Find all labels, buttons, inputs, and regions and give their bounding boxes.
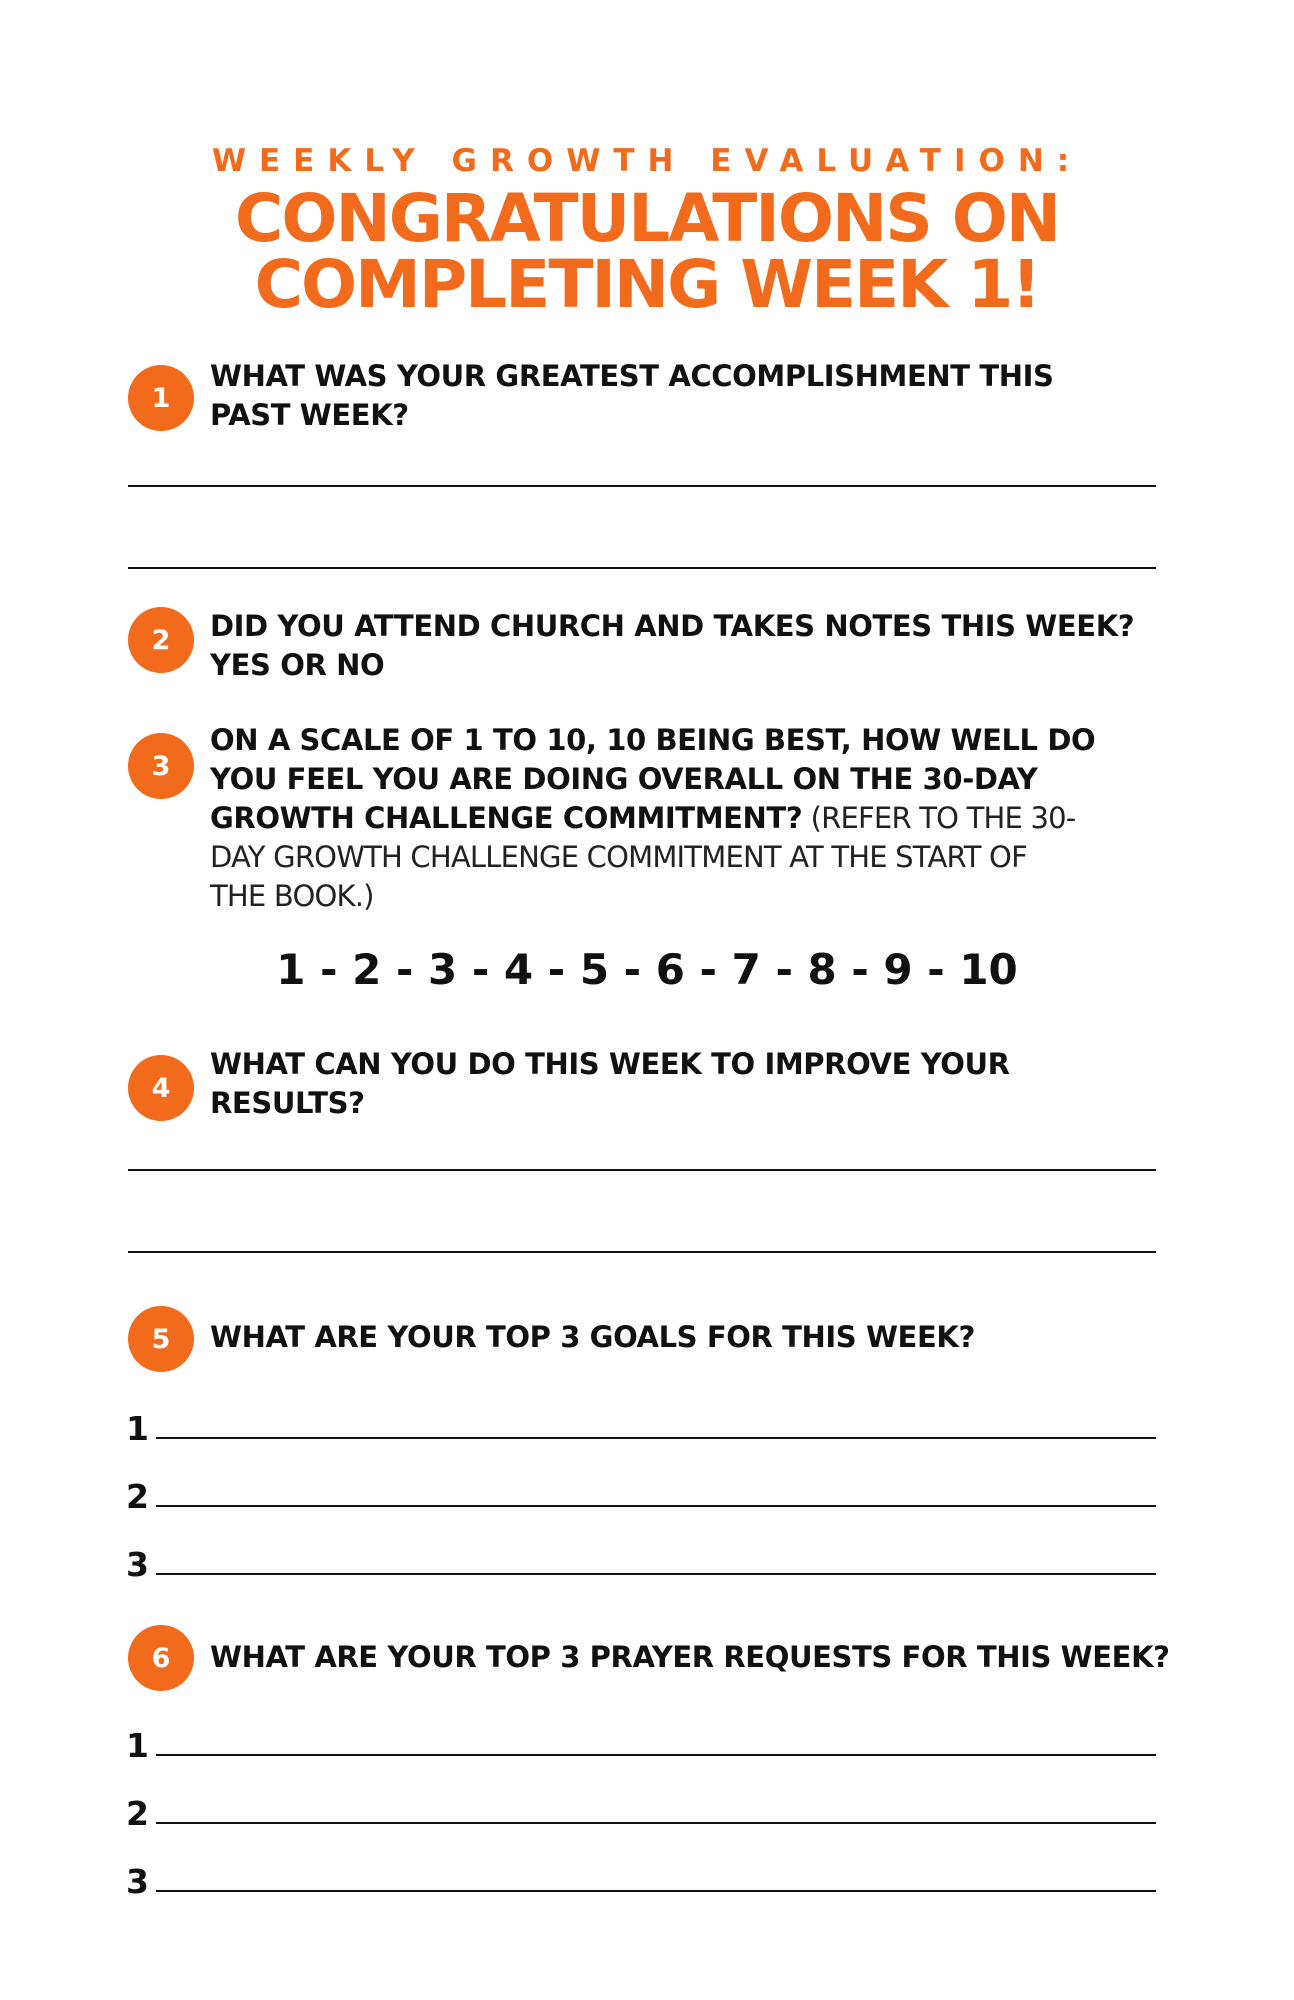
question-2-text <box>210 607 1134 685</box>
question-3-line-3 <box>210 799 1095 838</box>
question-4-badge: 4 <box>128 1055 194 1121</box>
prayer-number-2: 2 <box>126 1794 149 1833</box>
rating-scale[interactable]: 1 - 2 - 3 - 4 - 5 - 6 - 7 - 8 - 9 - 10 <box>276 945 1018 994</box>
goal-line-2[interactable] <box>156 1505 1156 1507</box>
answer-line-1a[interactable] <box>128 485 1156 487</box>
goal-number-2: 2 <box>126 1477 149 1516</box>
question-4-text <box>210 1045 1010 1123</box>
answer-line-1b[interactable] <box>128 567 1156 569</box>
title-line-2: COMPLETING WEEK 1! <box>254 246 1040 323</box>
prayer-line-2[interactable] <box>156 1822 1156 1824</box>
question-5-badge: 5 <box>128 1306 194 1372</box>
question-1-badge: 1 <box>128 365 194 431</box>
answer-line-4a[interactable] <box>128 1169 1156 1171</box>
question-1-text <box>210 357 1053 435</box>
question-4-line-1: WHAT CAN YOU DO THIS WEEK TO IMPROVE YOUR <box>210 1047 1010 1081</box>
question-2-badge: 2 <box>128 607 194 673</box>
question-3-line-1: ON A SCALE OF 1 TO 10, 10 BEING BEST, HOW WELL DO <box>210 723 1096 757</box>
question-1-line-1: WHAT WAS YOUR GREATEST ACCOMPLISHMENT THIS <box>210 359 1054 393</box>
question-3-line-2: YOU FEEL YOU ARE DOING OVERALL ON THE 30-DAY <box>210 762 1038 796</box>
question-3-note-line-2: THE BOOK.) <box>210 879 374 913</box>
page-eyebrow: WEEKLY GROWTH EVALUATION: <box>211 143 1083 179</box>
question-1-line-2: PAST WEEK? <box>210 398 409 432</box>
goal-line-1[interactable] <box>156 1437 1156 1439</box>
question-2-line-2: YES OR NO <box>210 648 385 682</box>
prayer-line-1[interactable] <box>156 1754 1156 1756</box>
question-4-line-2: RESULTS? <box>210 1086 365 1120</box>
title-line-1: CONGRATULATIONS ON <box>234 180 1060 257</box>
goal-number-1: 1 <box>126 1409 149 1448</box>
page-title <box>0 180 1294 323</box>
question-3-badge: 3 <box>128 733 194 799</box>
question-3-line-3-note: (REFER TO THE 30- <box>802 801 1076 835</box>
question-3-note <box>210 838 1027 916</box>
question-3-note-line-1: DAY GROWTH CHALLENGE COMMITMENT AT THE START OF <box>210 840 1027 874</box>
goal-number-3: 3 <box>126 1545 149 1584</box>
prayer-number-3: 3 <box>126 1862 149 1901</box>
question-6-badge: 6 <box>128 1625 194 1691</box>
question-3-text <box>210 721 1095 838</box>
answer-line-4b[interactable] <box>128 1251 1156 1253</box>
question-3-line-3-bold: GROWTH CHALLENGE COMMITMENT? <box>210 801 803 835</box>
goal-line-3[interactable] <box>156 1573 1156 1575</box>
prayer-line-3[interactable] <box>156 1890 1156 1892</box>
prayer-number-1: 1 <box>126 1726 149 1765</box>
question-2-line-1: DID YOU ATTEND CHURCH AND TAKES NOTES THIS WEEK? <box>210 609 1135 643</box>
question-5-text: WHAT ARE YOUR TOP 3 GOALS FOR THIS WEEK? <box>210 1320 975 1354</box>
question-6-text: WHAT ARE YOUR TOP 3 PRAYER REQUESTS FOR THIS WEEK? <box>210 1640 1170 1674</box>
